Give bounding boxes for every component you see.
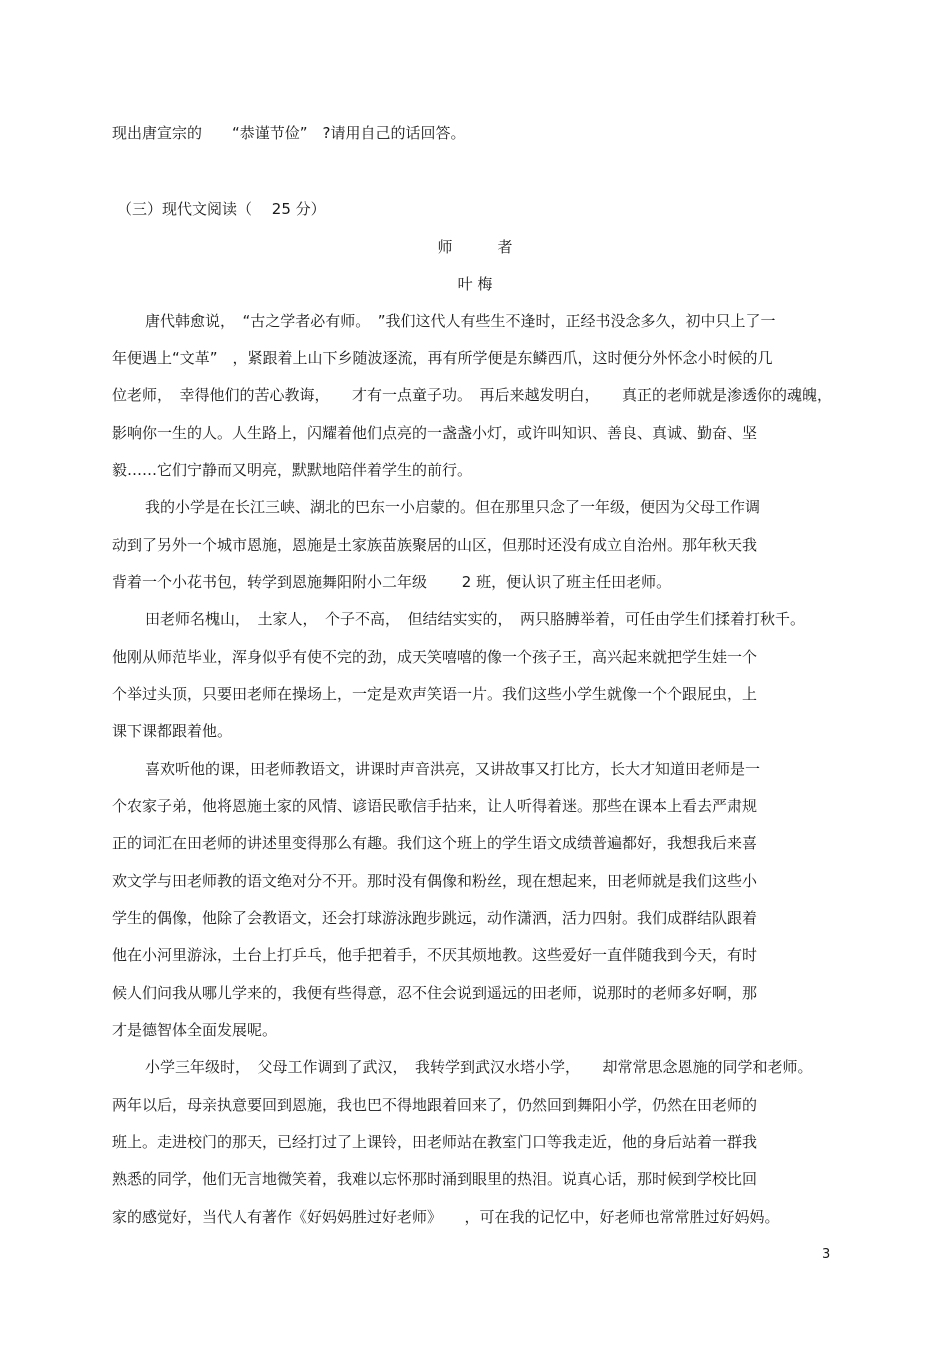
paragraph-line: 唐代韩愈说， “古之学者必有师。 ”我们这代人有些生不逢时，正经书没念多久，初中只上了一 <box>145 312 776 330</box>
paragraph-line: 小学三年级时， 父母工作调到了武汉， 我转学到武汉水塔小学， 却常常思念恩施的同学和老师。 <box>145 1058 813 1076</box>
paragraph-line: 年便遇上“文革” ，紧跟着上山下乡随波逐流，再有所学便是东鳞西爪，这时便分外怀念小时候的几 <box>112 349 773 367</box>
paragraph-line: 田老师名槐山， 土家人， 个子不高， 但结结实实的， 两只胳膊举着，可任由学生们揉着打秋千。 <box>145 610 806 628</box>
paragraph-line: 喜欢听他的课，田老师教语文，讲课时声音洪亮，又讲故事又打比方，长大才知道田老师是一 <box>145 760 761 778</box>
section-header: （三）现代文阅读（ 25 分） <box>117 200 326 218</box>
paragraph-line: 课下课都跟着他。 <box>112 722 233 740</box>
paragraph-line: 个农家子弟，他将恩施土家的风情、谚语民歌信手拈来，让人听得着迷。那些在课本上看去严肃规 <box>112 797 758 815</box>
paragraph-line: 才是德智体全面发展呢。 <box>112 1021 278 1039</box>
paragraph-line: 家的感觉好，当代人有著作《好妈妈胜过好老师》 ，可在我的记忆中，好老师也常常胜过好妈妈。 <box>112 1208 780 1226</box>
paragraph-line: 背着一个小花书包，转学到恩施舞阳附小二年级 2 班，便认识了班主任田老师。 <box>112 573 672 591</box>
article-author: 叶 梅 <box>457 275 493 293</box>
paragraph-line: 毅……它们宁静而又明亮，默默地陪伴着学生的前行。 <box>112 461 473 479</box>
paragraph-line: 个举过头顶，只要田老师在操场上，一定是欢声笑语一片。我们这些小学生就像一个个跟屁虫，上 <box>112 685 758 703</box>
paragraph-line: 影响你一生的人。人生路上，闪耀着他们点亮的一盏盏小灯，或许叫知识、善良、真诚、勤奋、坚 <box>112 424 758 442</box>
paragraph-line: 熟悉的同学，他们无言地微笑着，我难以忘怀那时涌到眼里的热泪。说真心话，那时候到学校比回 <box>112 1170 758 1188</box>
paragraph-line: 两年以后，母亲执意要回到恩施，我也巴不得地跟着回来了，仍然回到舞阳小学，仍然在田老师的 <box>112 1096 758 1114</box>
paragraph-line: 位老师， 幸得他们的苦心教诲， 才有一点童子功。 再后来越发明白， 真正的老师就是渗透你的魂魄， <box>112 386 833 404</box>
paragraph-line: 学生的偶像，他除了会教语文，还会打球游泳跑步跳远，动作潇洒，活力四射。我们成群结队跟着 <box>112 909 758 927</box>
article-title: 师 者 <box>437 238 513 256</box>
paragraph-line: 他刚从师范毕业，浑身似乎有使不完的劲，成天笑嘻嘻的像一个孩子王，高兴起来就把学生娃一个 <box>112 648 758 666</box>
paragraph-line: 欢文学与田老师教的语文绝对分不开。那时没有偶像和粉丝，现在想起来，田老师就是我们这些小 <box>112 872 758 890</box>
paragraph-line: 动到了另外一个城市恩施，恩施是土家族苗族聚居的山区，但那时还没有成立自治州。那年秋天我 <box>112 536 758 554</box>
paragraph-line: 我的小学是在长江三峡、湖北的巴东一小启蒙的。但在那里只念了一年级，便因为父母工作调 <box>145 498 761 516</box>
paragraph-line: 班上。走进校门的那天，已经打过了上课铃，田老师站在教室门口等我走近，他的身后站着一群我 <box>112 1133 758 1151</box>
paragraph-line: 候人们问我从哪儿学来的，我便有些得意，忍不住会说到遥远的田老师，说那时的老师多好啊，那 <box>112 984 758 1002</box>
page-number: 3 <box>822 1247 831 1262</box>
paragraph-line: 正的词汇在田老师的讲述里变得那么有趣。我们这个班上的学生语文成绩普遍都好，我想我后来喜 <box>112 834 758 852</box>
paragraph-line: 他在小河里游泳，土台上打乒乓，他手把着手，不厌其烦地教。这些爱好一直伴随我到今天，有时 <box>112 946 758 964</box>
question-line: 现出唐宣宗的 “恭谨节俭” ?请用自己的话回答。 <box>112 124 466 142</box>
